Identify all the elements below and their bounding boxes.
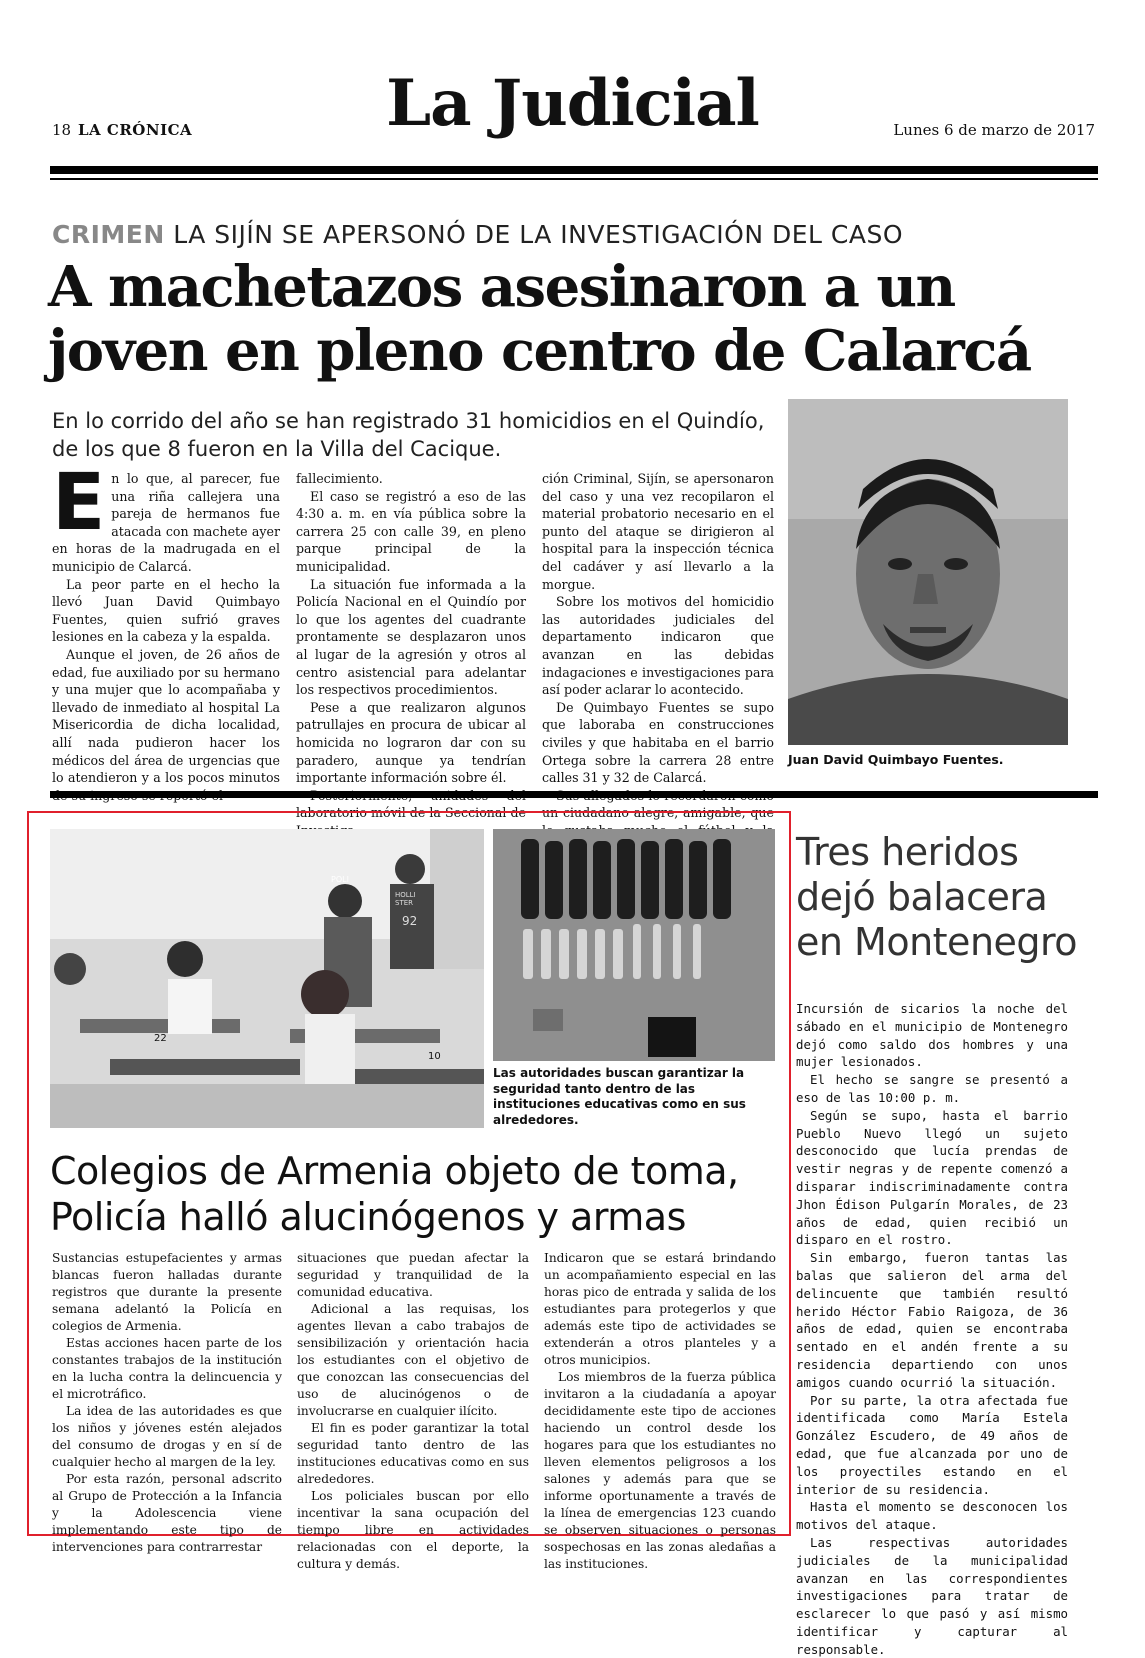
paragraph: Adicional a las requisas, los agentes llevan a cabo trabajos de sensibilización y orientación hacia los estudiantes con el objetivo de que conozcan las consecuencias del uso de alucinógenos o de involucrarse en cualquier ilícito. <box>297 1302 529 1418</box>
paragraph: laboratorio móvil de la Seccional de <box>296 805 526 821</box>
paragraph: Aunque el joven, de 26 años de edad, fue auxiliado por su hermano y una mujer que lo acompañaba y llevado de inmediato al hospital La Misericordia de dicha localidad, allí nada pudieron hacer los médicos del área de urgencias que lo atendieron y a los pocos minutos <box>52 646 280 786</box>
shirt-brand-text: HOLLI STER <box>395 891 416 907</box>
paragraph: De Quimbayo Fuentes se supo que laboraba en construcciones civiles y que habitaba en el barrio Ortega sobre la carrera 28 entre calles 31 y 32 de Calarcá. <box>542 699 774 786</box>
paragraph: un ciudadano alegre, amigable, que <box>542 805 774 821</box>
top-story-headline: A machetazos asesinaron a un joven en pleno centro de Calarcá <box>48 254 1031 384</box>
paragraph: Estas acciones hacen parte de los constantes trabajos de la institución en la lucha contra la delincuencia y el microtráfico. <box>52 1336 282 1401</box>
desk-number-22: 22 <box>154 1033 167 1044</box>
paragraph: Los miembros de la fuerza pública invitaron a la ciudadanía a apoyar decididamente este tipo de acciones haciendo un control desde los hogares para que los estudiantes no lleven elementos peligrosos a los salones y además para que se informe oportunamente a través de la línea de emergencias 123 cuando se observen situaciones o personas sospechosas en las zonas aledañas a las instituciones. <box>544 1370 776 1571</box>
top-story-column-2 <box>296 470 526 839</box>
paragraph: La idea de las autoridades es que los niños y jóvenes estén alejados del consumo de drogas y en sí de cualquier hecho al margen de la ley. <box>52 1404 282 1469</box>
paragraph: El fin es poder garantizar la total seguridad tanto dentro de las instituciones educativas como en sus alrededores. <box>297 1421 529 1486</box>
paragraph: Según se supo, hasta el barrio Pueblo Nuevo llegó un sujeto desconocido que lucía prendas de vestir negras y de repente comenzó a disparar indiscriminadamente contra Jhon Édison Pulgarín Morales, de 23 años de edad, quien recibió un disparo en el rostro. <box>796 1107 1068 1248</box>
paragraph: n lo que, al parecer, fue una riña callejera una pareja de hermanos fue atacada con machete ayer en horas de la madrugada en el municipio de Calarcá. <box>52 471 280 574</box>
section-divider <box>50 791 1098 798</box>
desk-number-10: 10 <box>428 1051 441 1062</box>
paragraph: situaciones que puedan afectar la seguridad y tranquilidad de la comunidad educativa. <box>297 1251 529 1299</box>
section-title: La Judicial <box>386 66 759 141</box>
story-kicker <box>52 220 903 249</box>
portrait-caption: Juan David Quimbayo Fuentes. <box>788 752 1004 767</box>
issue-date: Lunes 6 de marzo de 2017 <box>893 121 1095 139</box>
seized-items-image <box>493 829 775 1061</box>
police-cap-text: POLI <box>331 875 349 884</box>
bottom-story-column-3 <box>544 1250 776 1573</box>
bottom-story-column-2 <box>297 1250 529 1573</box>
paragraph: El caso se registró a eso de las 4:30 a. m. en vía pública sobre la carrera 25 con calle 39, en pleno parque principal de la municipalidad. <box>296 488 526 574</box>
paragraph: Indicaron que se estará brindando un acompañamiento especial en las horas pico de entrada y salida de los estudiantes para protegerlos y que además este tipo de actividades se extenderán a otros planteles y a otros municipios. <box>544 1251 776 1367</box>
paragraph: El hecho se sangre se presentó a eso de las 10:00 p. m. <box>796 1072 1068 1105</box>
bottom-story-headline: Colegios de Armenia objeto de toma, Policía halló alucinógenos y armas <box>50 1149 739 1239</box>
top-story-deck: En lo corrido del año se han registrado 31 homicidios en el Quindío, de los que 8 fueron en la Villa del Cacique. <box>52 409 765 461</box>
victim-portrait-photo <box>788 399 1068 745</box>
top-story-column-3 <box>542 470 774 857</box>
page-number: 18 <box>52 121 72 139</box>
shirt-number-text: 92 <box>402 914 418 928</box>
newspaper-name: LA CRÓNICA <box>78 121 193 139</box>
seized-items-photo <box>493 829 775 1061</box>
header-rule-thick <box>50 166 1098 174</box>
portrait-image <box>788 399 1068 745</box>
paragraph: Incursión de sicarios la noche del sábado en el municipio de Montenegro dejó como saldo dos hombres y una mujer lesionados. <box>796 1001 1068 1070</box>
side-story-body <box>796 1000 1068 1658</box>
paragraph: Por esta razón, personal adscrito al Grupo de Protección a la Infancia y la Adolescencia viene implementando este tipo de intervenciones para contrarrestar <box>52 1472 282 1554</box>
side-story-headline: Tres heridos dejó balacera en Montenegro <box>796 830 1078 964</box>
paragraph: Las respectivas autoridades judiciales de la municipalidad avanzan en las correspondientes investigaciones para tratar de esclarecer lo que pasó y así mismo identificar y capturar al responsable. <box>796 1534 1068 1657</box>
kicker-text: LA SIJÍN SE APERSONÓ DE LA INVESTIGACIÓN DEL CASO <box>173 220 903 249</box>
paragraph: Sobre los motivos del homicidio las autoridades judiciales del departamento indicaron que avanzan en las debidas indagaciones e investigaciones para así poder aclarar lo acontecido. <box>542 594 774 698</box>
paragraph: Los policiales buscan por ello incentivar la sana ocupación del tiempo libre en actividades relacionadas con el deporte, la cultura y demás. <box>297 1489 529 1571</box>
paragraph: La peor parte en el hecho la llevó Juan David Quimbayo Fuentes, quien sufrió graves lesiones en la cabeza y la espalda. <box>52 576 280 645</box>
paragraph: Sustancias estupefacientes y armas blancas fueron halladas durante registros que durante la presente semana adelantó la Policía en colegios de Armenia. <box>52 1251 282 1333</box>
bottom-story-column-1 <box>52 1250 282 1556</box>
dropcap-letter: E <box>52 458 106 548</box>
top-story-column-1 <box>52 458 280 804</box>
classroom-image <box>50 829 484 1128</box>
paragraph: fallecimiento. <box>296 471 383 486</box>
paragraph: Pese a que realizaron algunos patrullajes en procura de ubicar al homicida no lograron dar con su paradero, aunque ya tendrían importante información sobre él. <box>296 699 526 786</box>
seized-items-caption: Las autoridades buscan garantizar la seguridad tanto dentro de las instituciones educativas como en sus alrededores. <box>493 1066 746 1127</box>
kicker-label: CRIMEN <box>52 220 165 249</box>
paragraph: Hasta el momento se desconocen los motivos del ataque. <box>796 1499 1068 1533</box>
paragraph: Por su parte, la otra afectada fue identificada como María Estela González Escudero, de 49 años de edad, que fue alcanzada por uno de los proyectiles estando en el interior de su residencia. <box>796 1392 1068 1497</box>
paragraph: ción Criminal, Sijín, se apersonaron del caso y una vez recopilaron el material probatorio necesario en el punto del ataque se dirigieron al hospital para la inspección técnica del cadáver y así llevarlo a la morgue. <box>542 471 774 592</box>
header-rule-thin <box>50 178 1098 180</box>
classroom-photo <box>50 829 484 1128</box>
paragraph: Sin embargo, fueron tantas las balas que salieron del arma del delincuente que también resultó herido Héctor Fabio Raigoza, de 36 años de edad, quien se encontraba sentado en el andén frente a su residencia departiendo con unos amigos cuando ocurrió la situación. <box>796 1250 1068 1390</box>
paragraph: La situación fue informada a la Policía Nacional en el Quindío por lo que los agentes del cuadrante prontamente se desplazaron unos al lugar de la agresión y otros al centro asistencial para adelantar los respectivos procedimientos. <box>296 576 526 698</box>
